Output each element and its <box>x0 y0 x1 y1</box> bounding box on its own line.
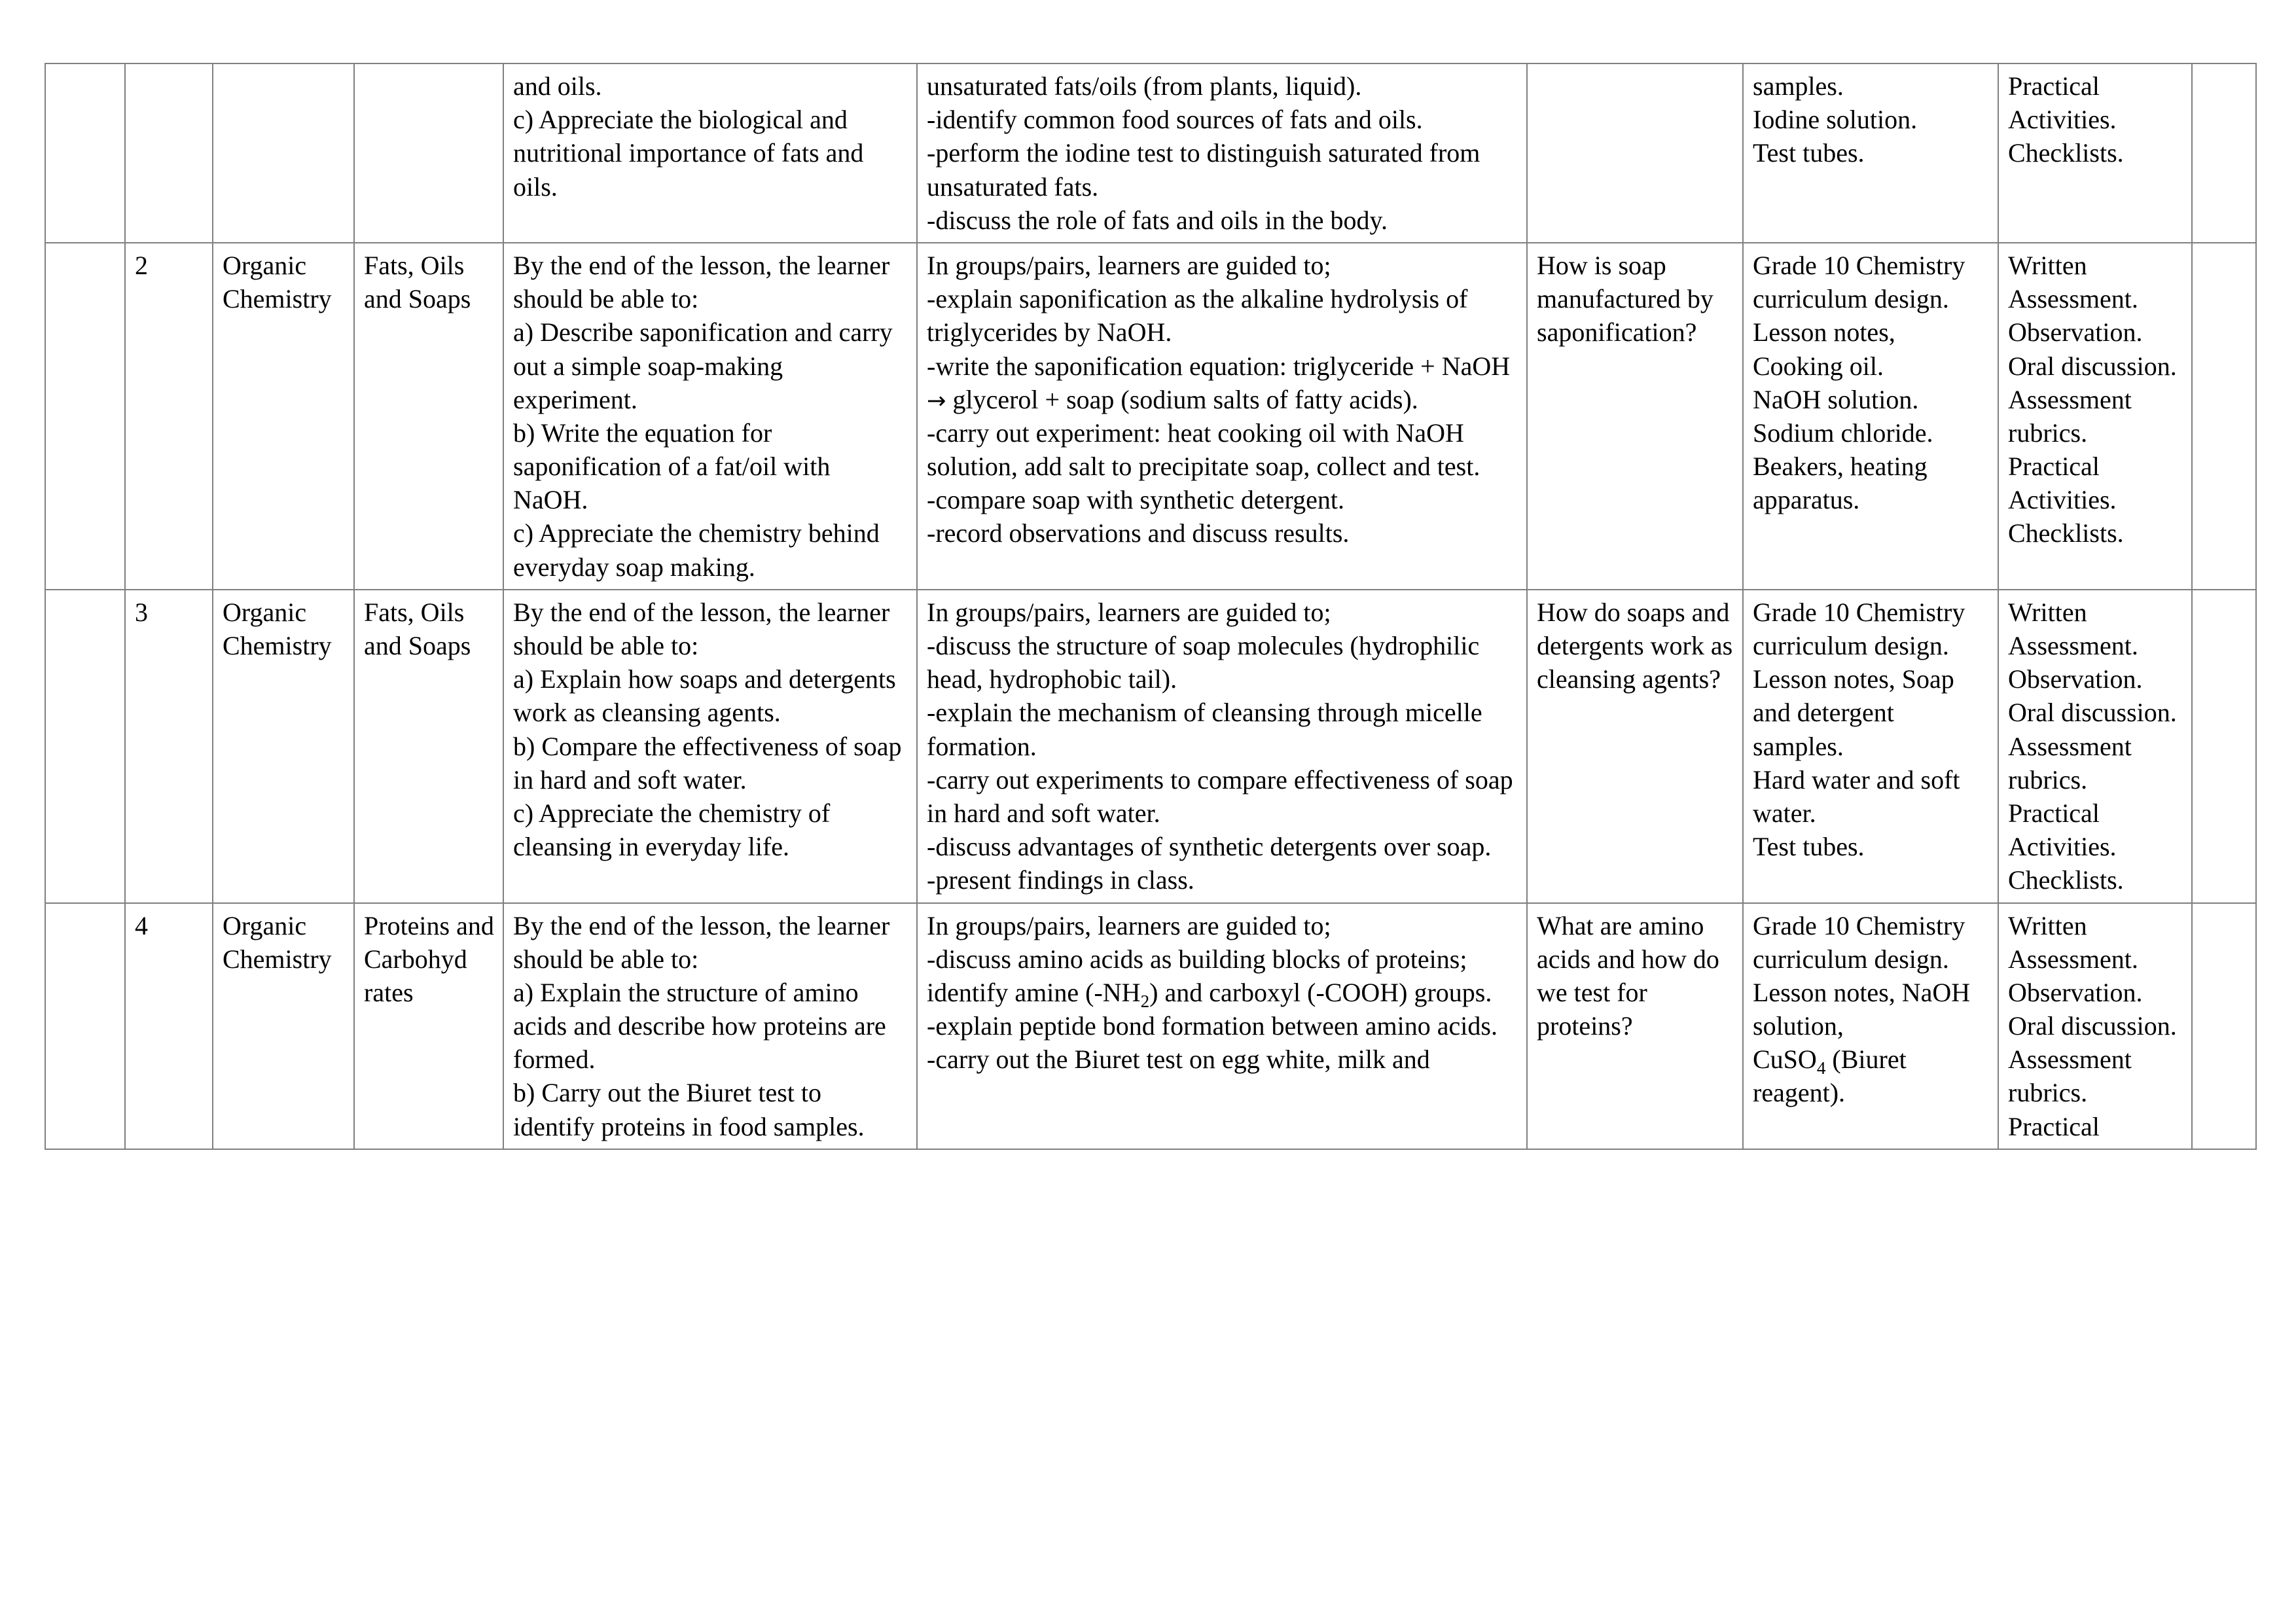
week-cell <box>45 903 125 1149</box>
assessment-methods-cell-line: Practical Activities. <box>2008 798 2117 862</box>
learning-resources-cell <box>1743 903 1998 1149</box>
learning-outcomes-cell-line: By the end of the lesson, the learner should be able to: <box>513 910 890 974</box>
reflection-cell <box>2192 590 2256 903</box>
assessment-methods-cell-line: Oral discussion. <box>2008 698 2177 728</box>
learning-outcomes-cell-line: b) Compare the effectiveness of soap in hard and soft water. <box>513 731 902 794</box>
learning-experiences-cell-line: -discuss amino acids as building blocks of proteins; identify amine $(-NH_2)$ and carboxyl (-COOH) groups. <box>927 944 1492 1011</box>
assessment-methods-cell-line: Observation. <box>2008 317 2143 348</box>
learning-outcomes-cell-line: c) Appreciate the chemistry of cleansing in everyday life. <box>513 798 831 862</box>
key-inquiry-question-cell <box>1527 63 1743 243</box>
week-cell <box>45 63 125 243</box>
learning-resources-cell-line: Grade 10 Chemistry curriculum design. <box>1753 250 1965 314</box>
assessment-methods-cell <box>1998 243 2192 590</box>
learning-resources-cell-line: Hard water and soft water. <box>1753 764 1960 828</box>
assessment-methods-cell-line: Assessment rubrics. <box>2008 384 2132 448</box>
assessment-methods-cell-line: Checklists. <box>2008 518 2124 548</box>
key-inquiry-question-cell <box>1527 903 1743 1149</box>
learning-outcomes-cell-line: c) Appreciate the biological and nutritional importance of fats and oils. <box>513 105 864 202</box>
learning-experiences-cell <box>917 903 1527 1149</box>
learning-resources-cell-line: samples. <box>1753 71 1844 101</box>
learning-resources-cell-line: Grade 10 Chemistry curriculum design. <box>1753 910 1965 974</box>
key-inquiry-question-cell-line: What are amino acids and how do we test for proteins? <box>1537 910 1719 1041</box>
scheme-of-work-sheet <box>45 63 2255 1150</box>
learning-experiences-cell-line: -carry out experiments to compare effectiveness of soap in hard and soft water. <box>927 764 1513 828</box>
lesson-cell: 3 <box>125 590 213 903</box>
assessment-methods-cell-line: Assessment rubrics. <box>2008 731 2132 794</box>
assessment-methods-cell <box>1998 590 2192 903</box>
learning-outcomes-cell <box>503 243 917 590</box>
scheme-of-work-table <box>45 63 2257 1150</box>
learning-outcomes-cell-line: and oils. <box>513 71 602 101</box>
assessment-methods-cell-line: Observation. <box>2008 664 2143 694</box>
learning-experiences-cell-line: -explain the mechanism of cleansing through micelle formation. <box>927 698 1482 761</box>
strand-cell: Organic Chemistry <box>213 243 354 590</box>
learning-outcomes-cell-line: b) Carry out the Biuret test to identify proteins in food samples. <box>513 1078 865 1141</box>
strand-cell: Organic Chemistry <box>213 590 354 903</box>
learning-resources-cell-line: Test tubes. <box>1753 138 1865 168</box>
learning-experiences-cell-line: unsaturated fats/oils (from plants, liquid). <box>927 71 1362 101</box>
learning-resources-cell-line: Iodine solution. <box>1753 105 1918 135</box>
learning-experiences-cell <box>917 63 1527 243</box>
learning-resources-cell <box>1743 63 1998 243</box>
learning-experiences-cell-line: In groups/pairs, learners are guided to; <box>927 250 1331 280</box>
learning-outcomes-cell <box>503 903 917 1149</box>
learning-experiences-cell-line: In groups/pairs, learners are guided to; <box>927 910 1331 940</box>
learning-outcomes-cell-line: By the end of the lesson, the learner should be able to: <box>513 597 890 660</box>
learning-resources-cell-line: Beakers, heating apparatus. <box>1753 452 1928 515</box>
lesson-cell <box>125 63 213 243</box>
learning-outcomes-cell-line: b) Write the equation for saponification of a fat/oil with NaOH. <box>513 418 831 515</box>
table-row <box>45 590 2256 903</box>
learning-experiences-cell-line: -explain saponification as the alkaline hydrolysis of triglycerides by NaOH. <box>927 284 1468 348</box>
learning-resources-cell-line: Sodium chloride. <box>1753 418 1933 448</box>
learning-outcomes-cell <box>503 590 917 903</box>
learning-experiences-cell-line: -compare soap with synthetic detergent. <box>927 485 1344 515</box>
substrand-cell <box>354 63 503 243</box>
assessment-methods-cell-line: Practical <box>2008 71 2100 101</box>
learning-outcomes-cell <box>503 63 917 243</box>
learning-resources-cell-line: CuSO$_4$ (Biuret reagent). <box>1753 1044 1907 1108</box>
learning-experiences-cell <box>917 243 1527 590</box>
reaction-arrow-icon: → <box>927 387 946 414</box>
assessment-methods-cell-line: Practical <box>2008 1111 2100 1141</box>
table-row <box>45 243 2256 590</box>
key-inquiry-question-cell-line: How is soap manufactured by saponification? <box>1537 250 1713 348</box>
key-inquiry-question-cell-line: How do soaps and detergents work as cleansing agents? <box>1537 597 1733 694</box>
learning-resources-cell-line: Lesson notes, Cooking oil. <box>1753 317 1895 381</box>
week-cell <box>45 243 125 590</box>
strand-cell <box>213 63 354 243</box>
assessment-methods-cell-line: Checklists. <box>2008 138 2124 168</box>
learning-experiences-cell <box>917 590 1527 903</box>
substrand-cell: Fats, Oils and Soaps <box>354 590 503 903</box>
key-inquiry-question-cell <box>1527 590 1743 903</box>
assessment-methods-cell-line: Oral discussion. <box>2008 1011 2177 1041</box>
learning-outcomes-cell-line: a) Describe saponification and carry out a simple soap-making experiment. <box>513 317 893 414</box>
learning-experiences-cell-line: -carry out the Biuret test on egg white, milk and <box>927 1044 1430 1075</box>
learning-experiences-cell-line: -write the saponification equation: triglyceride + NaOH → glycerol + soap (sodium salts of fatty acids). <box>927 351 1511 414</box>
assessment-methods-cell-line: Checklists. <box>2008 865 2124 895</box>
learning-experiences-cell-line: -identify common food sources of fats and oils. <box>927 105 1423 135</box>
assessment-methods-cell <box>1998 63 2192 243</box>
table-row <box>45 63 2256 243</box>
learning-resources-cell-line: Lesson notes, Soap and detergent samples. <box>1753 664 1954 761</box>
table-row <box>45 903 2256 1149</box>
reflection-cell <box>2192 903 2256 1149</box>
table-body <box>45 63 2256 1149</box>
learning-outcomes-cell-line: a) Explain the structure of amino acids and describe how proteins are formed. <box>513 977 886 1075</box>
assessment-methods-cell-line: Written Assessment. <box>2008 910 2138 974</box>
learning-outcomes-cell-line: c) Appreciate the chemistry behind everyday soap making. <box>513 518 880 582</box>
assessment-methods-cell-line: Activities. <box>2008 105 2117 135</box>
reflection-cell <box>2192 63 2256 243</box>
lesson-cell: 2 <box>125 243 213 590</box>
learning-experiences-cell-line: -explain peptide bond formation between amino acids. <box>927 1011 1498 1041</box>
assessment-methods-cell <box>1998 903 2192 1149</box>
learning-resources-cell-line: Grade 10 Chemistry curriculum design. <box>1753 597 1965 660</box>
learning-experiences-cell-line: -discuss the role of fats and oils in the body. <box>927 205 1388 235</box>
assessment-methods-cell-line: Assessment rubrics. <box>2008 1044 2132 1108</box>
learning-resources-cell-line: Lesson notes, NaOH solution, <box>1753 977 1971 1041</box>
assessment-methods-cell-line: Written Assessment. <box>2008 250 2138 314</box>
learning-resources-cell <box>1743 243 1998 590</box>
learning-experiences-cell-line: -record observations and discuss results. <box>927 518 1350 548</box>
key-inquiry-question-cell <box>1527 243 1743 590</box>
learning-resources-cell-line: Test tubes. <box>1753 832 1865 862</box>
substrand-cell: Proteins and Carbohyd rates <box>354 903 503 1149</box>
assessment-methods-cell-line: Oral discussion. <box>2008 351 2177 381</box>
learning-experiences-cell-line: -discuss the structure of soap molecules (hydrophilic head, hydrophobic tail). <box>927 631 1480 694</box>
assessment-methods-cell-line: Practical Activities. <box>2008 452 2117 515</box>
learning-resources-cell-line: NaOH solution. <box>1753 384 1919 414</box>
learning-experiences-cell-line: -discuss advantages of synthetic detergents over soap. <box>927 832 1492 862</box>
week-cell <box>45 590 125 903</box>
learning-outcomes-cell-line: By the end of the lesson, the learner should be able to: <box>513 250 890 314</box>
learning-resources-cell <box>1743 590 1998 903</box>
strand-cell: Organic Chemistry <box>213 903 354 1149</box>
learning-experiences-cell-line: -present findings in class. <box>927 865 1194 895</box>
assessment-methods-cell-line: Written Assessment. <box>2008 597 2138 660</box>
learning-outcomes-cell-line: a) Explain how soaps and detergents work as cleansing agents. <box>513 664 896 728</box>
assessment-methods-cell-line: Observation. <box>2008 977 2143 1007</box>
substrand-cell: Fats, Oils and Soaps <box>354 243 503 590</box>
learning-experiences-cell-line: -perform the iodine test to distinguish saturated from unsaturated fats. <box>927 138 1480 202</box>
lesson-cell: 4 <box>125 903 213 1149</box>
reflection-cell <box>2192 243 2256 590</box>
learning-experiences-cell-line: In groups/pairs, learners are guided to; <box>927 597 1331 627</box>
learning-experiences-cell-line: -carry out experiment: heat cooking oil with NaOH solution, add salt to precipitate soap, collect and test. <box>927 418 1480 482</box>
